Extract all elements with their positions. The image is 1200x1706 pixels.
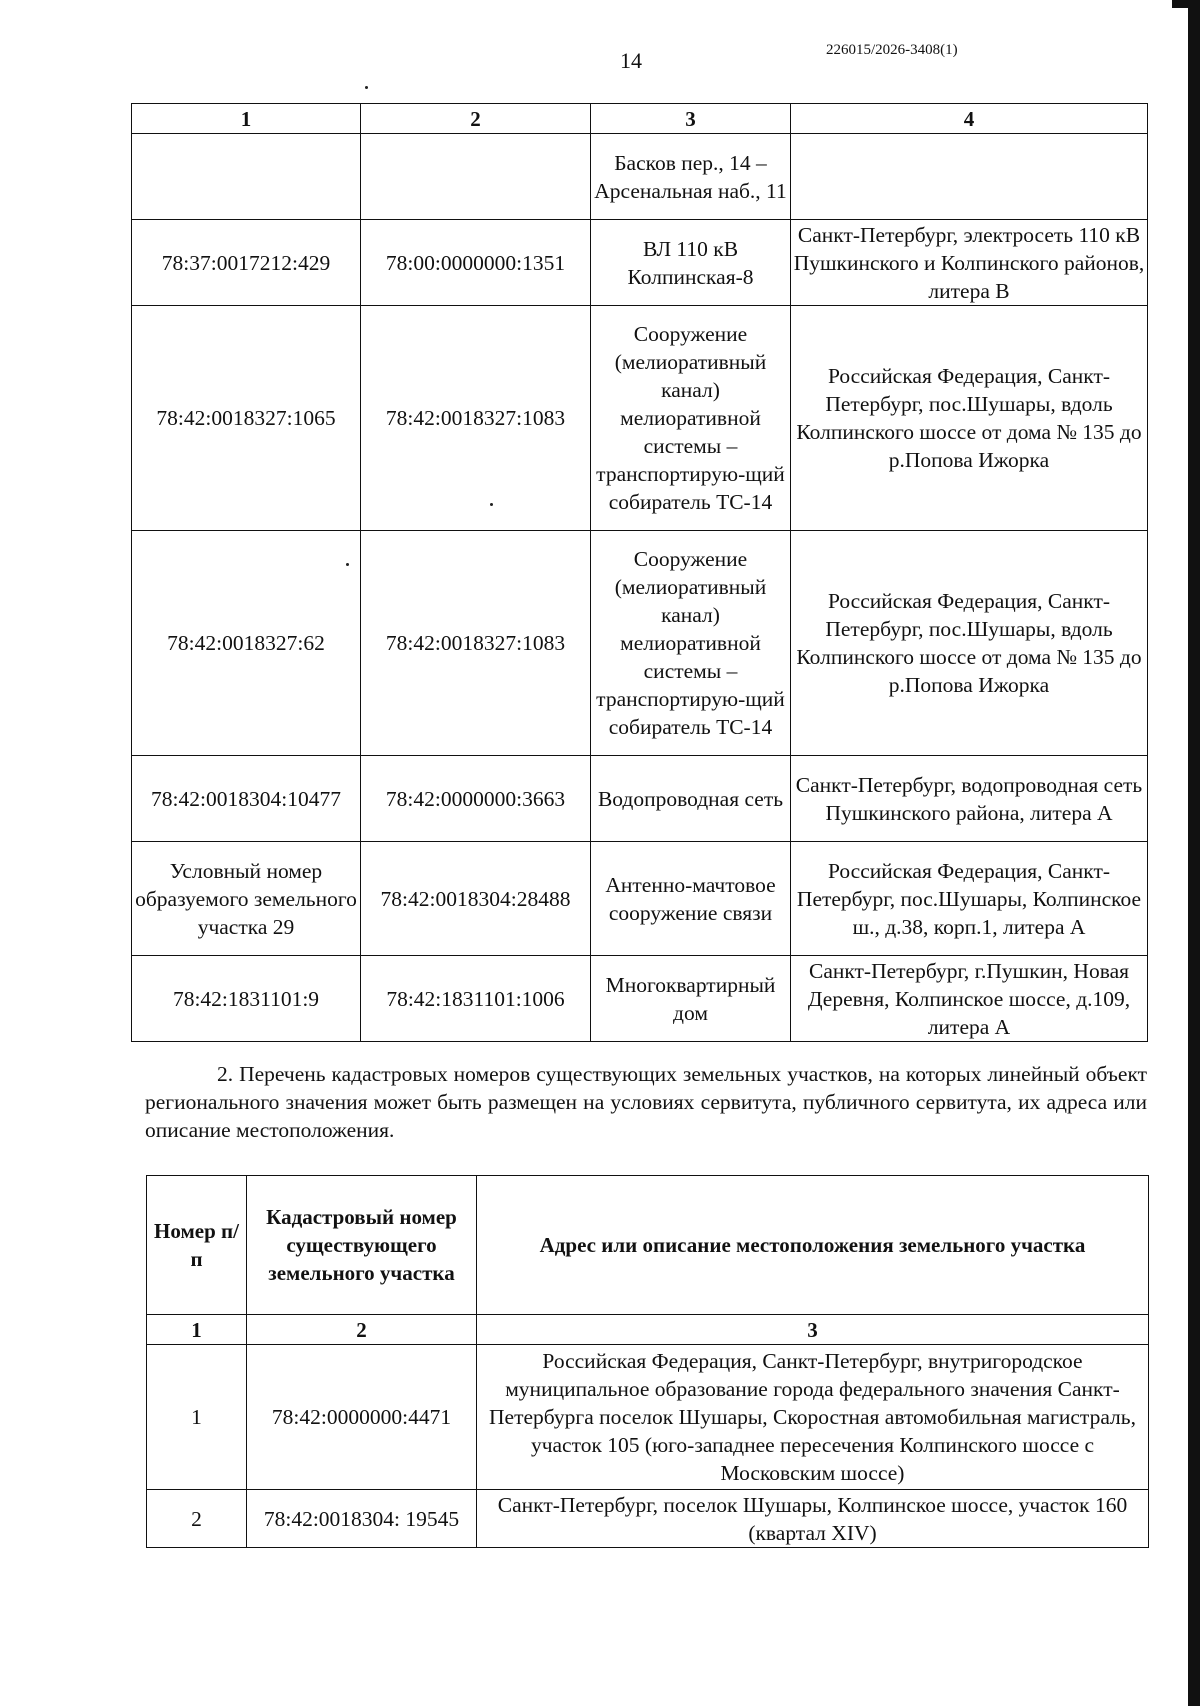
table-header-row [147,1176,1149,1315]
column-number: 1 [132,104,361,134]
table-header-row [132,104,1148,134]
cadastral-number-cell: 78:42:0000000:4471 [247,1345,477,1490]
object-address-cell: Российская Федерация, Санкт-Петербург, пос.Шушары, вдоль Колпинского шоссе от дома № 135 до р.Попова Ижорка [791,531,1148,756]
object-address-cell: Российская Федерация, Санкт-Петербург, пос.Шушары, Колпинское ш., д.38, корп.1, литера А [791,842,1148,956]
section-2-paragraph: 2. Перечень кадастровых номеров существующих земельных участков, на которых линейный объект регионального значения может быть размещен на условиях сервитута, публичного сервитута, их адреса или описание местоположения. [145,1062,1147,1142]
object-address-cell: Санкт-Петербург, водопроводная сеть Пушкинского района, литера А [791,756,1148,842]
land-plots-table [146,1175,1149,1548]
table-row [132,531,1148,756]
object-cadastral-cell: 78:42:1831101:1006 [361,956,591,1042]
table-row [132,134,1148,220]
table-row [132,220,1148,306]
address-cell: Российская Федерация, Санкт-Петербург, внутригородское муниципальное образование города федерального значения Санкт-Петербурга поселок Шушары, Скоростная автомобильная магистраль, участок 105 (юго-западнее пересечения Колпинского шоссе с Московским шоссе) [477,1345,1149,1490]
document-id: 226015/2026-3408(1) [826,42,958,58]
object-name-cell: Многоквартирный дом [591,956,791,1042]
table-row [147,1490,1149,1548]
column-number: 3 [591,104,791,134]
land-plot-cell [132,134,361,220]
land-plot-cell: Условный номер образуемого земельного участка 29 [132,842,361,956]
row-number-cell: 1 [147,1345,247,1490]
table-row [132,756,1148,842]
object-address-cell [791,134,1148,220]
land-plot-cell: 78:37:0017212:429 [132,220,361,306]
scan-edge-top [1172,0,1188,8]
object-cadastral-cell: 78:42:0018304:28488 [361,842,591,956]
object-cadastral-cell: 78:42:0018327:1083 [361,531,591,756]
objects-table [131,103,1148,1042]
table-row [132,842,1148,956]
scan-edge [1188,0,1200,1706]
scan-speck [365,86,368,89]
object-address-cell: Санкт-Петербург, электросеть 110 кВ Пушкинского и Колпинского районов, литера В [791,220,1148,306]
column-number: 1 [147,1315,247,1345]
object-cadastral-cell: 78:42:0018327:1083 [361,306,591,531]
header-cadastral-number: Кадастровый номер существующего земельного участка [247,1176,477,1315]
table-row [132,306,1148,531]
row-number-cell: 2 [147,1490,247,1548]
column-number: 2 [247,1315,477,1345]
object-name-cell: ВЛ 110 кВ Колпинская-8 [591,220,791,306]
table-row [132,956,1148,1042]
object-cadastral-cell: 78:00:0000000:1351 [361,220,591,306]
land-plot-cell: 78:42:0018304:10477 [132,756,361,842]
land-plot-cell: 78:42:1831101:9 [132,956,361,1042]
table-row [147,1345,1149,1490]
column-number-row [147,1315,1149,1345]
land-plot-cell: 78:42:0018327:1065 [132,306,361,531]
object-name-cell: Басков пер., 14 – Арсенальная наб., 11 [591,134,791,220]
header-address: Адрес или описание местоположения земельного участка [477,1176,1149,1315]
cadastral-number-cell: 78:42:0018304: 19545 [247,1490,477,1548]
object-cadastral-cell [361,134,591,220]
column-number: 3 [477,1315,1149,1345]
land-plot-cell: 78:42:0018327:62 [132,531,361,756]
object-address-cell: Санкт-Петербург, г.Пушкин, Новая Деревня, Колпинское шоссе, д.109, литера А [791,956,1148,1042]
column-number: 4 [791,104,1148,134]
object-name-cell: Сооружение (мелиоративный канал) мелиоративной системы – транспортирую-щий собиратель ТС-14 [591,531,791,756]
column-number: 2 [361,104,591,134]
object-name-cell: Антенно-мачтовое сооружение связи [591,842,791,956]
page-number: 14 [620,48,642,73]
header-number: Номер п/п [147,1176,247,1315]
address-cell: Санкт-Петербург, поселок Шушары, Колпинское шоссе, участок 160 (квартал XIV) [477,1490,1149,1548]
object-name-cell: Сооружение (мелиоративный канал) мелиоративной системы – транспортирую-щий собиратель ТС-14 [591,306,791,531]
object-address-cell: Российская Федерация, Санкт-Петербург, пос.Шушары, вдоль Колпинского шоссе от дома № 135 до р.Попова Ижорка [791,306,1148,531]
object-name-cell: Водопроводная сеть [591,756,791,842]
object-cadastral-cell: 78:42:0000000:3663 [361,756,591,842]
